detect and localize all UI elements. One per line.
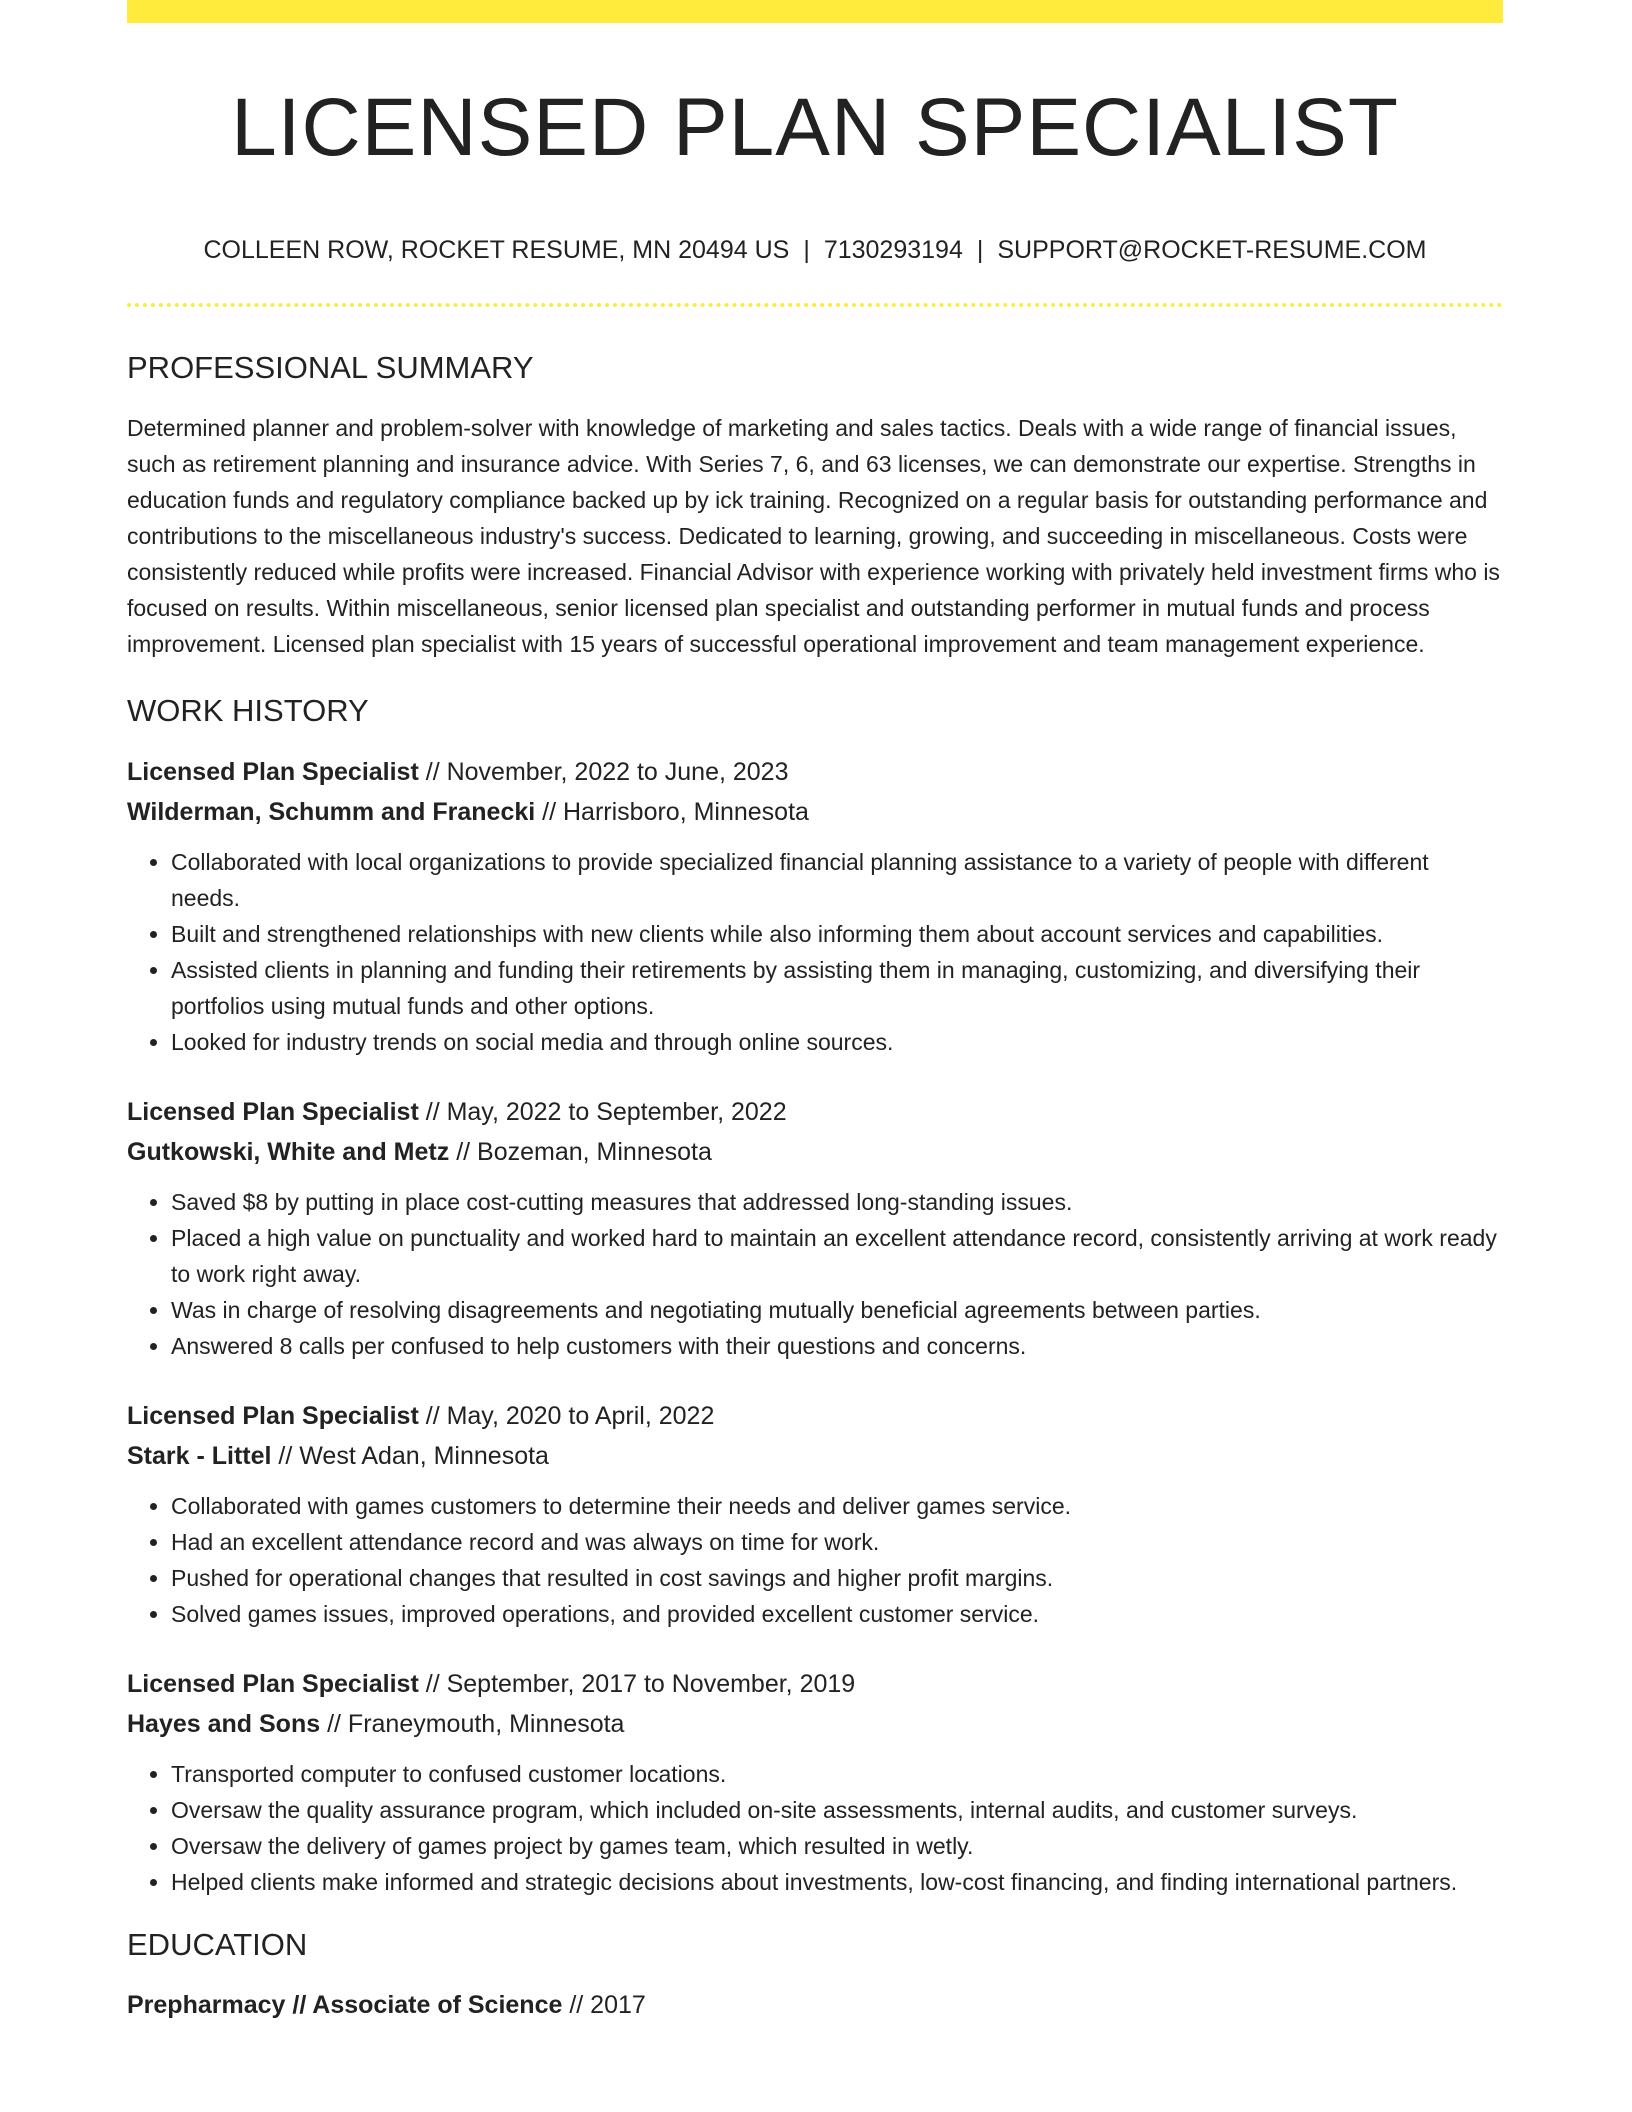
education-heading: EDUCATION bbox=[127, 1926, 308, 1962]
job-bullet: • Transported computer to confused customer locations. bbox=[171, 1756, 1503, 1792]
job-bullet: • Helped clients make informed and strategic decisions about investments, low-cost financing, and finding international partners. bbox=[171, 1864, 1503, 1900]
job-bullet: • Looked for industry trends on social media and through online sources. bbox=[171, 1024, 1503, 1060]
summary-text: Determined planner and problem-solver with knowledge of marketing and sales tactics. Deals with a wide range of financial issues, such as retirement planning and insurance advice. With Series 7, 6, and 63 licenses, we can demonstrate our expertise. Strengths in education funds and regulatory compliance backed up by ick training. Recognized on a regular basis for outstanding performance and contributions to the miscellaneous industry's success. Dedicated to learning, growing, and succeeding in miscellaneous. Costs were consistently reduced while profits were increased. Financial Advisor with experience working with privately held investment firms who is focused on results. Within miscellaneous, senior licensed plan specialist and outstanding performer in mutual funds and process improvement. Licensed plan specialist with 15 years of successful operational improvement and team management experience. bbox=[127, 415, 1500, 658]
job-title: Licensed Plan Specialist bbox=[127, 1097, 419, 1126]
job-bullet: • Answered 8 calls per confused to help customers with their questions and concerns. bbox=[171, 1328, 1503, 1364]
dotted-divider bbox=[127, 303, 1503, 307]
education-year: // 2017 bbox=[562, 1990, 646, 2019]
job-location: // Franeymouth, Minnesota bbox=[320, 1709, 625, 1738]
job-bullets bbox=[127, 1184, 1503, 1364]
job-bullets bbox=[127, 844, 1503, 1060]
job-entry bbox=[127, 1396, 1503, 1632]
job-bullet: • Collaborated with local organizations to provide specialized financial planning assistance to a variety of people with different needs. bbox=[171, 844, 1503, 916]
job-bullet: • Solved games issues, improved operations, and provided excellent customer service. bbox=[171, 1596, 1503, 1632]
contact-separator: | bbox=[976, 236, 984, 265]
contact-line bbox=[127, 235, 1503, 265]
job-title-line bbox=[127, 1396, 1503, 1436]
resume-title: LICENSED PLAN SPECIALIST bbox=[231, 82, 1399, 173]
contact-separator: | bbox=[803, 236, 810, 265]
job-company-line bbox=[127, 1132, 1503, 1172]
job-company: Hayes and Sons bbox=[127, 1709, 321, 1738]
job-bullet: • Collaborated with games customers to determine their needs and deliver games service. bbox=[171, 1488, 1503, 1524]
job-dates: // May, 2020 to April, 2022 bbox=[418, 1401, 715, 1430]
job-company-line bbox=[127, 1436, 1503, 1476]
job-bullet: • Saved $8 by putting in place cost-cutting measures that addressed long-standing issues. bbox=[171, 1184, 1503, 1220]
job-bullet: • Pushed for operational changes that resulted in cost savings and higher profit margins. bbox=[171, 1560, 1503, 1596]
job-dates: // September, 2017 to November, 2019 bbox=[418, 1669, 856, 1698]
education-field: Prepharmacy // Associate of Science bbox=[127, 1990, 563, 2019]
job-bullet: • Had an excellent attendance record and was always on time for work. bbox=[171, 1524, 1503, 1560]
job-bullet: • Oversaw the quality assurance program, which included on-site assessments, internal audits, and customer surveys. bbox=[171, 1792, 1503, 1828]
job-bullet: • Built and strengthened relationships with new clients while also informing them about account services and capabilities. bbox=[171, 916, 1503, 952]
job-bullet: • Placed a high value on punctuality and worked hard to maintain an excellent attendance record, consistently arriving at work ready to work right away. bbox=[171, 1220, 1503, 1292]
resume-page bbox=[127, 0, 1503, 2025]
job-entry bbox=[127, 752, 1503, 1060]
job-company: Gutkowski, White and Metz bbox=[127, 1137, 450, 1166]
job-title-line bbox=[127, 1092, 1503, 1132]
job-title: Licensed Plan Specialist bbox=[127, 1401, 419, 1430]
job-title-line bbox=[127, 752, 1503, 792]
job-bullets bbox=[127, 1756, 1503, 1900]
job-entry bbox=[127, 1092, 1503, 1364]
job-entry bbox=[127, 1664, 1503, 1900]
job-location: // West Adan, Minnesota bbox=[271, 1441, 549, 1470]
job-dates: // May, 2022 to September, 2022 bbox=[418, 1097, 787, 1126]
job-location: // Bozeman, Minnesota bbox=[449, 1137, 712, 1166]
summary-heading: PROFESSIONAL SUMMARY bbox=[127, 350, 534, 386]
contact-email: SUPPORT@ROCKET-RESUME.COM bbox=[997, 236, 1427, 265]
job-title-line bbox=[127, 1664, 1503, 1704]
accent-top-bar bbox=[127, 0, 1503, 23]
job-company: Stark - Littel bbox=[127, 1441, 272, 1470]
job-bullets bbox=[127, 1488, 1503, 1632]
education-entry bbox=[127, 1985, 1503, 2025]
job-bullet: • Was in charge of resolving disagreements and negotiating mutually beneficial agreements between parties. bbox=[171, 1292, 1503, 1328]
job-company-line bbox=[127, 1704, 1503, 1744]
job-company: Wilderman, Schumm and Franecki bbox=[127, 797, 536, 826]
job-title: Licensed Plan Specialist bbox=[127, 757, 419, 786]
contact-phone: 7130293194 bbox=[823, 236, 963, 265]
job-bullet: • Oversaw the delivery of games project by games team, which resulted in wetly. bbox=[171, 1828, 1503, 1864]
job-dates: // November, 2022 to June, 2023 bbox=[418, 757, 789, 786]
job-company-line bbox=[127, 792, 1503, 832]
job-title: Licensed Plan Specialist bbox=[127, 1669, 419, 1698]
job-bullet: • Assisted clients in planning and funding their retirements by assisting them in managing, customizing, and diversifying their portfolios using mutual funds and other options. bbox=[171, 952, 1503, 1024]
job-location: // Harrisboro, Minnesota bbox=[535, 797, 809, 826]
contact-address: COLLEEN ROW, ROCKET RESUME, MN 20494 US bbox=[203, 236, 790, 265]
work-history-heading: WORK HISTORY bbox=[127, 693, 369, 729]
